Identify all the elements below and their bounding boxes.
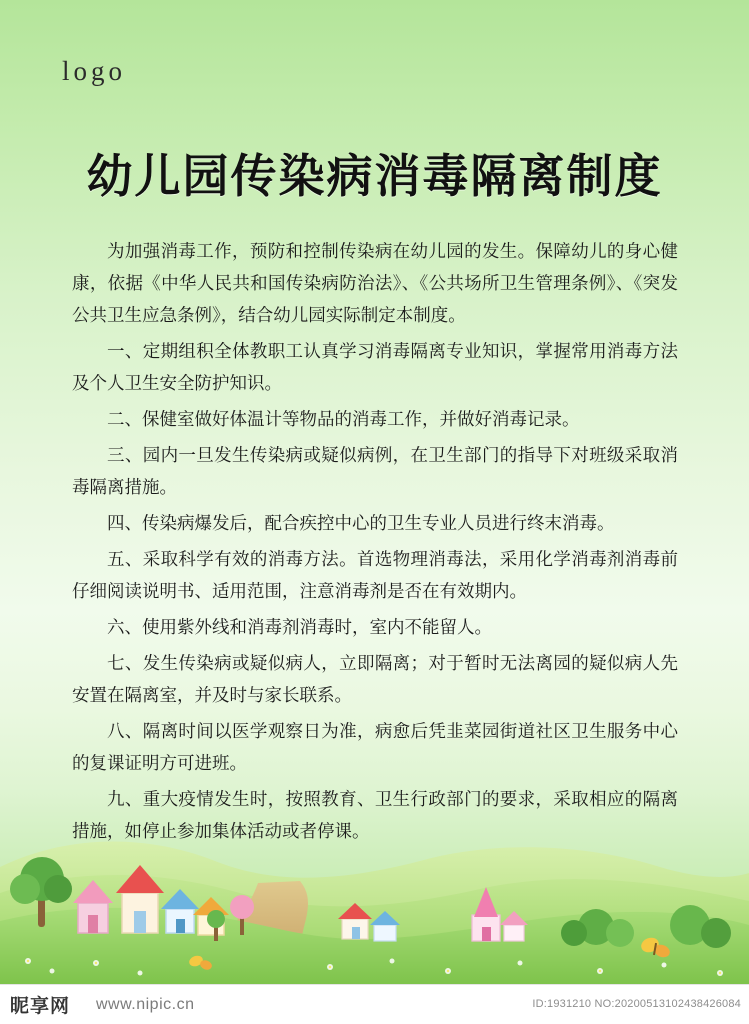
landscape-svg [0,775,749,985]
footer-bar [0,984,749,1024]
site-logo: 昵享网 [10,995,71,1017]
paragraph: 五、采取科学有效的消毒方法。首选物理消毒法，采用化学消毒剂消毒前仔细阅读说明书、适用范围，注意消毒剂是否在有效期内。 [72,550,678,602]
paragraph: 二、保健室做好体温计等物品的消毒工作，并做好消毒记录。 [107,410,580,430]
paragraph: 七、发生传染病或疑似病人，立即隔离；对于暂时无法离园的疑似病人先安置在隔离室，并及时与家长联系。 [72,654,678,706]
paragraph: 六、使用紫外线和消毒剂消毒时，室内不能留人。 [107,618,492,638]
paragraph: 一、定期组积全体教职工认真学习消毒隔离专业知识，掌握常用消毒方法及个人卫生安全防护知识。 [72,342,678,394]
page-title: 幼儿园传染病消毒隔离制度 [86,149,663,203]
paragraph: 三、园内一旦发生传染病或疑似病例，在卫生部门的指导下对班级采取消毒隔离措施。 [72,446,678,498]
paragraph: 九、重大疫情发生时，按照教育、卫生行政部门的要求，采取相应的隔离措施，如停止参加集体活动或者停课。 [72,790,678,842]
paragraph: 为加强消毒工作，预防和控制传染病在幼儿园的发生。保障幼儿的身心健康，依据《中华人民共和国传染病防治法》、《公共场所卫生管理条例》、《突发公共卫生应急条例》，结合幼儿园实际制定本制度。 [72,242,678,326]
image-id-text: ID:1931210 NO:20200513102438426084 [532,998,741,1010]
landscape-illustration [0,775,749,985]
logo-text: logo [62,56,127,86]
body-content [72,236,678,852]
paragraph: 四、传染病爆发后，配合疾控中心的卫生专业人员进行终末消毒。 [107,514,615,534]
paragraph: 八、隔离时间以医学观察日为准，病愈后凭韭菜园街道社区卫生服务中心的复课证明方可进班。 [72,722,678,774]
site-url: www.nipic.cn [96,996,195,1013]
